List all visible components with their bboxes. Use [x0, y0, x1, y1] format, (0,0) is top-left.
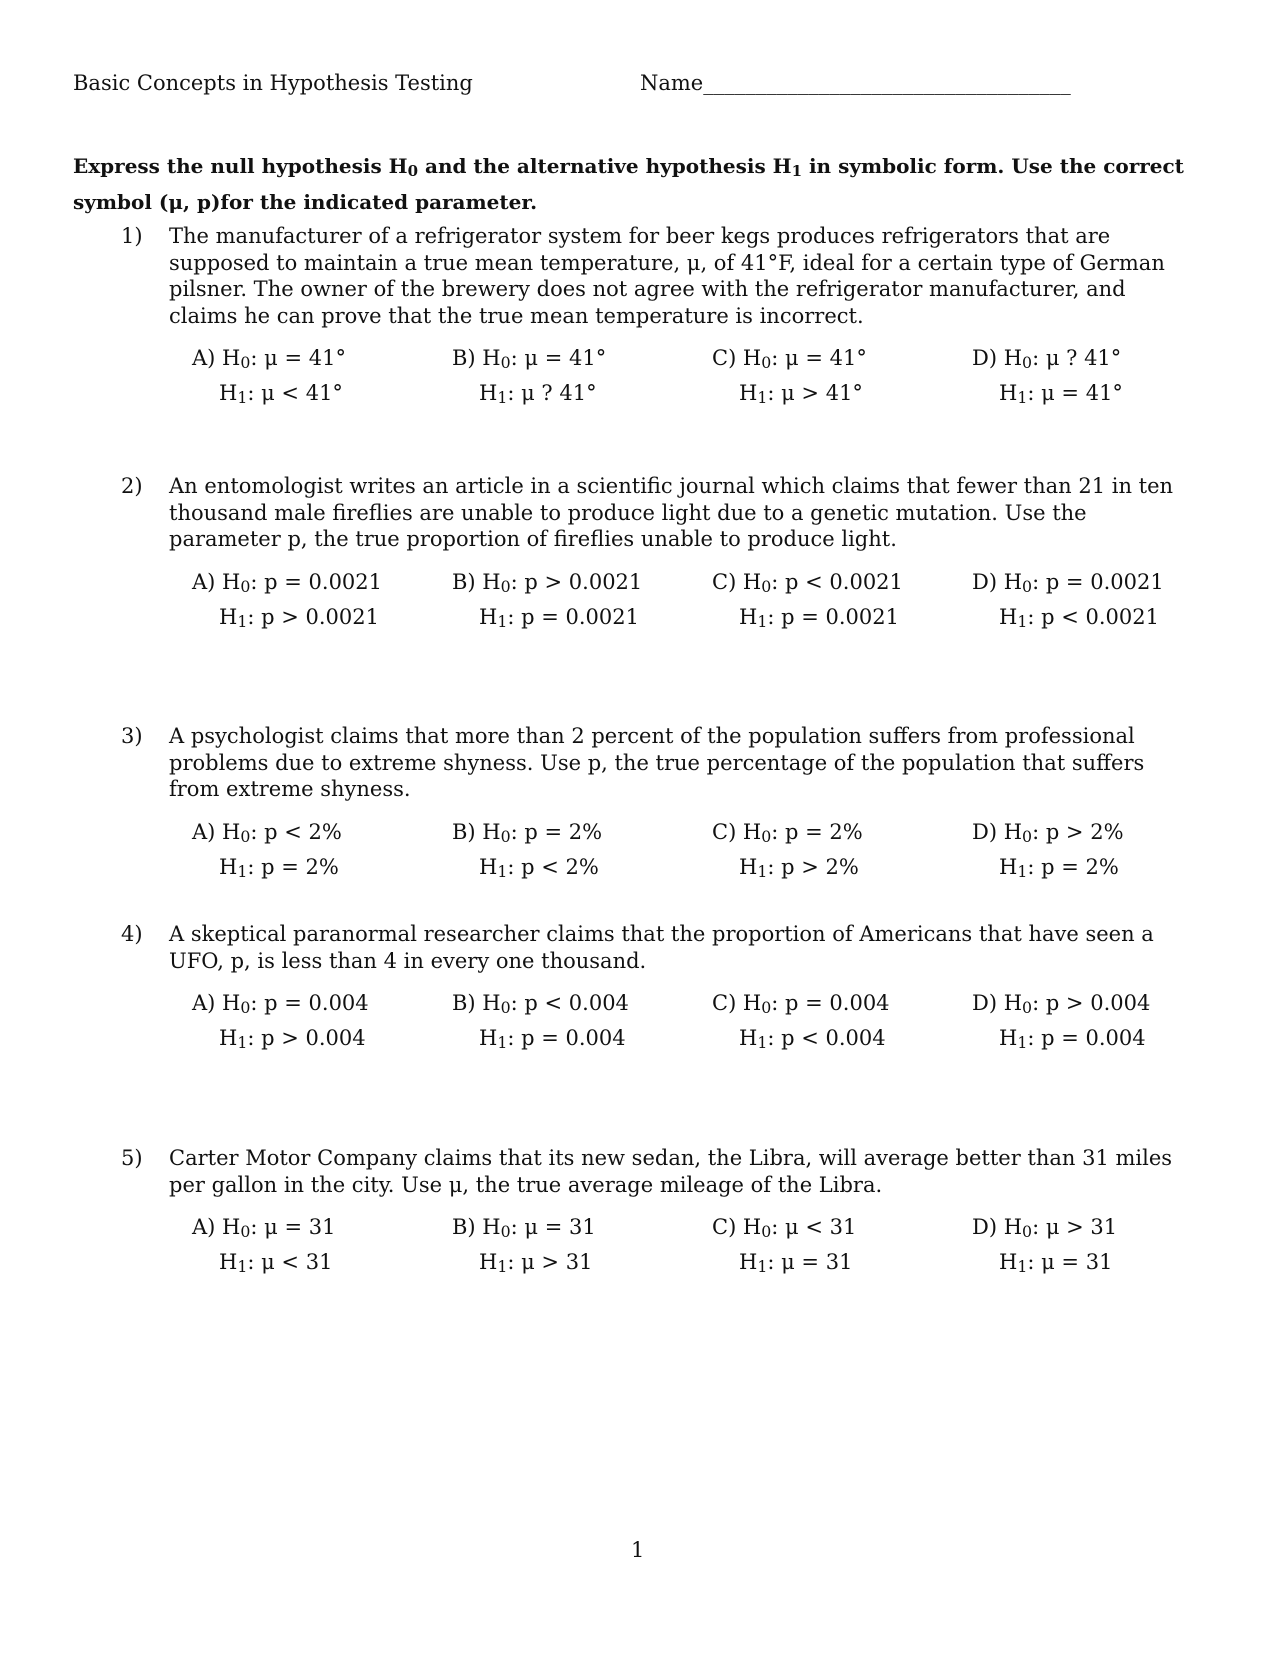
alternative-hypothesis: $H_1$: p < 0.0021: [999, 604, 1159, 631]
answer-choice: [972, 1212, 1117, 1282]
null-hypothesis: D) $H_0$: p > 2%: [972, 819, 1124, 846]
answer-choices: [145, 567, 1185, 631]
null-hypothesis: C) $H_0$: p < 0.0021: [712, 569, 903, 596]
answer-choice: [712, 567, 903, 637]
question: [121, 473, 1185, 631]
question-text: [121, 921, 1185, 974]
document-title: Basic Concepts in Hypothesis Testing: [73, 71, 473, 95]
question-number: 3): [121, 724, 143, 748]
null-hypothesis: B) $H_0$: μ = 31: [452, 1215, 596, 1241]
null-hypothesis: B) $H_0$: μ = 41°: [452, 346, 607, 372]
null-hypothesis: B) $H_0$: p = 2%: [452, 819, 603, 846]
question-body: An entomologist writes an article in a scientific journal which claims that fewer than 21 in ten thousand male fireflies are unable to produce light due to a genetic mutation. Use the parameter p, the true proportion of fireflies unable to produce light.: [169, 474, 1174, 551]
null-hypothesis: A) $H_0$: p = 0.0021: [192, 569, 383, 596]
name-field-label: Name___________________________________: [640, 71, 1071, 95]
question-text: [121, 1145, 1185, 1198]
alternative-hypothesis: $H_1$: p = 0.004: [479, 1026, 626, 1052]
null-hypothesis: A) $H_0$: μ = 31: [192, 1215, 336, 1241]
alternative-hypothesis: $H_1$: p = 0.0021: [739, 604, 899, 631]
answer-choices: [145, 343, 1185, 407]
answer-choice: [972, 817, 1124, 887]
alternative-hypothesis: $H_1$: p > 2%: [739, 854, 859, 881]
null-hypothesis: B) $H_0$: p > 0.0021: [452, 569, 643, 596]
null-hypothesis: D) $H_0$: p > 0.004: [972, 991, 1151, 1017]
alternative-hypothesis: $H_1$: μ ? 41°: [479, 381, 597, 407]
null-hypothesis: C) $H_0$: p = 2%: [712, 819, 863, 846]
answer-choice: [972, 567, 1164, 637]
answer-choices: [145, 1212, 1185, 1276]
answer-choice: [712, 817, 863, 887]
alternative-hypothesis: $H_1$: p = 2%: [219, 854, 339, 881]
alternative-hypothesis: $H_1$: μ > 31: [479, 1250, 593, 1276]
answer-choice: [192, 567, 382, 637]
null-hypothesis: C) $H_0$: p = 0.004: [712, 991, 890, 1017]
null-hypothesis: D) $H_0$: μ > 31: [972, 1215, 1118, 1241]
answer-choices: [145, 988, 1185, 1052]
answer-choice: [452, 567, 642, 637]
answer-choice: [712, 343, 867, 413]
question-text: [121, 473, 1185, 553]
question: [121, 1145, 1185, 1276]
answer-choice: [192, 1212, 335, 1282]
answer-choice: [192, 343, 346, 413]
alternative-hypothesis: $H_1$: μ > 41°: [739, 381, 863, 407]
question-text: [121, 223, 1185, 329]
null-hypothesis: A) $H_0$: μ = 41°: [192, 346, 346, 372]
question-body: A skeptical paranormal researcher claims that the proportion of Americans that have seen a UFO, p, is less than 4 in every one thousand.: [169, 922, 1154, 973]
answer-choice: [972, 988, 1150, 1058]
question-number: 5): [121, 1146, 143, 1170]
question-text: [121, 723, 1185, 803]
answer-choice: [712, 1212, 856, 1282]
answer-choice: [192, 988, 369, 1058]
alternative-hypothesis: $H_1$: p = 2%: [999, 854, 1119, 881]
alternative-hypothesis: $H_1$: p < 0.004: [739, 1026, 886, 1052]
alternative-hypothesis: $H_1$: μ = 31: [739, 1250, 853, 1276]
null-hypothesis: C) $H_0$: μ < 31: [712, 1215, 857, 1241]
null-hypothesis: A) $H_0$: p < 2%: [192, 819, 342, 846]
alternative-hypothesis: $H_1$: μ < 31: [219, 1250, 333, 1276]
question-number: 2): [121, 474, 143, 498]
answer-choice: [452, 1212, 596, 1282]
question: [121, 921, 1185, 1052]
alternative-hypothesis: $H_1$: p = 0.0021: [479, 604, 639, 631]
page-number: 1: [631, 1538, 645, 1562]
alternative-hypothesis: $H_1$: μ = 41°: [999, 381, 1123, 407]
null-hypothesis: C) $H_0$: μ = 41°: [712, 346, 867, 372]
alternative-hypothesis: $H_1$: p < 2%: [479, 854, 599, 881]
answer-choice: [972, 343, 1123, 413]
null-hypothesis: D) $H_0$: p = 0.0021: [972, 569, 1164, 596]
alternative-hypothesis: $H_1$: p = 0.004: [999, 1026, 1146, 1052]
alternative-hypothesis: $H_1$: μ < 41°: [219, 381, 343, 407]
question-number: 1): [121, 224, 143, 248]
alternative-hypothesis: $H_1$: p > 0.0021: [219, 604, 379, 631]
answer-choice: [452, 988, 629, 1058]
null-hypothesis: A) $H_0$: p = 0.004: [192, 991, 369, 1017]
answer-choice: [452, 343, 606, 413]
answer-choices: [145, 817, 1185, 881]
question-number: 4): [121, 922, 143, 946]
alternative-hypothesis: $H_1$: μ = 31: [999, 1250, 1113, 1276]
question-body: Carter Motor Company claims that its new sedan, the Libra, will average better than 31 miles per gallon in the city. Use μ, the true average mileage of the Libra.: [169, 1146, 1173, 1197]
question: [121, 723, 1185, 881]
answer-choice: [712, 988, 890, 1058]
question: [121, 223, 1185, 407]
null-hypothesis: B) $H_0$: p < 0.004: [452, 991, 629, 1017]
answer-choice: [452, 817, 602, 887]
instructions: Express the null hypothesis $H_0$ and the alternative hypothesis $H_1$ in symbolic form. Use the correct symbol (μ, p)for the indicated parameter.: [73, 154, 1184, 214]
question-body: A psychologist claims that more than 2 percent of the population suffers from professional problems due to extreme shyness. Use p, the true percentage of the population that suffers from extreme shyness.: [169, 724, 1145, 801]
question-body: The manufacturer of a refrigerator system for beer kegs produces refrigerators that are supposed to maintain a true mean temperature, μ, of 41°F, ideal for a certain type of German pilsner. The owner of the brewery does not agree with the refrigerator manufacturer, and claims he can prove that the true mean temperature is incorrect.: [169, 224, 1165, 328]
alternative-hypothesis: $H_1$: p > 0.004: [219, 1026, 366, 1052]
answer-choice: [192, 817, 342, 887]
null-hypothesis: D) $H_0$: μ ? 41°: [972, 346, 1122, 372]
